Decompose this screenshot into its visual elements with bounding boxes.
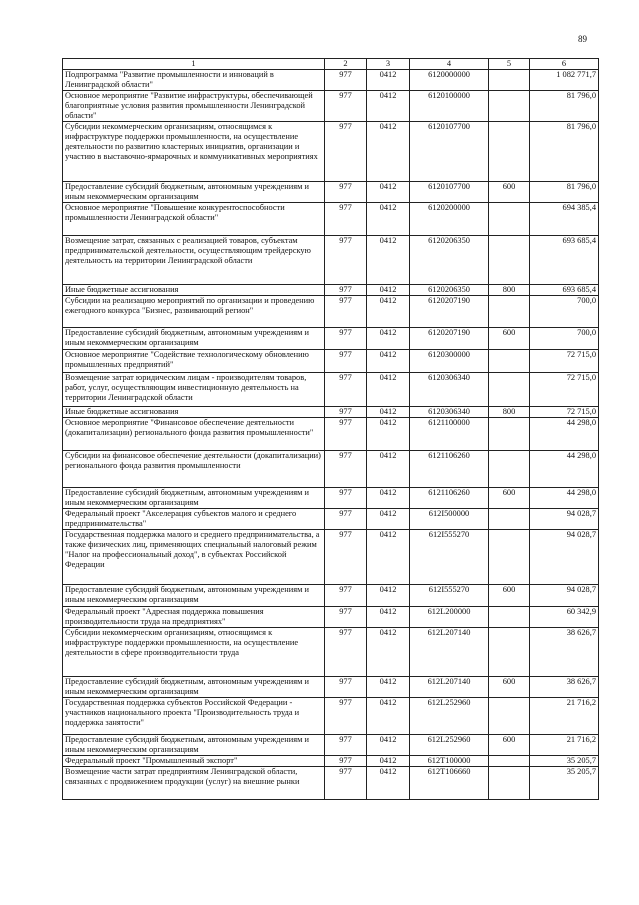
row-name-cell: Возмещение затрат юридическим лицам - производителям товаров, работ, услуг, осуществляющим инвестиционную деятельность на территории Ленинградской области xyxy=(63,373,325,407)
row-section-cell: 0412 xyxy=(367,203,410,236)
row-type-cell xyxy=(489,418,530,451)
row-code-cell: 977 xyxy=(325,756,367,767)
row-code-cell: 977 xyxy=(325,509,367,530)
row-name-cell: Основное мероприятие "Финансовое обеспечение деятельности (докапитализации) регионального фонда развития промышленности" xyxy=(63,418,325,451)
table-body xyxy=(63,70,599,800)
row-target-cell: 6120300000 xyxy=(410,350,489,373)
row-amount-cell: 38 626,7 xyxy=(530,628,599,677)
row-type-cell xyxy=(489,350,530,373)
table-row xyxy=(63,698,599,735)
row-target-cell: 612L252960 xyxy=(410,735,489,756)
row-type-cell: 800 xyxy=(489,285,530,296)
row-name-cell: Подпрограмма "Развитие промышленности и инноваций в Ленинградской области" xyxy=(63,70,325,91)
row-section-cell: 0412 xyxy=(367,236,410,285)
row-type-cell xyxy=(489,373,530,407)
row-amount-cell: 72 715,0 xyxy=(530,373,599,407)
row-section-cell: 0412 xyxy=(367,70,410,91)
row-code-cell: 977 xyxy=(325,122,367,182)
table-row xyxy=(63,373,599,407)
row-amount-cell: 700,0 xyxy=(530,328,599,350)
row-type-cell: 600 xyxy=(489,585,530,607)
row-target-cell: 612T106660 xyxy=(410,767,489,800)
row-section-cell: 0412 xyxy=(367,509,410,530)
row-section-cell: 0412 xyxy=(367,735,410,756)
row-name-cell: Субсидии на реализацию мероприятий по организации и проведению ежегодного конкурса "Бизнес, развивающий регион" xyxy=(63,296,325,328)
table-row xyxy=(63,122,599,182)
row-name-cell: Предоставление субсидий бюджетным, автономным учреждениям и иным некоммерческим организациям xyxy=(63,182,325,203)
row-amount-cell: 693 685,4 xyxy=(530,285,599,296)
row-target-cell: 6121100000 xyxy=(410,418,489,451)
row-target-cell: 612L252960 xyxy=(410,698,489,735)
row-section-cell: 0412 xyxy=(367,698,410,735)
row-code-cell: 977 xyxy=(325,451,367,488)
row-code-cell: 977 xyxy=(325,698,367,735)
table-row xyxy=(63,585,599,607)
row-amount-cell: 700,0 xyxy=(530,296,599,328)
budget-table xyxy=(62,58,599,800)
row-amount-cell: 35 205,7 xyxy=(530,767,599,800)
row-amount-cell: 72 715,0 xyxy=(530,407,599,418)
row-type-cell xyxy=(489,122,530,182)
row-type-cell: 600 xyxy=(489,328,530,350)
row-code-cell: 977 xyxy=(325,418,367,451)
column-header-type: 5 xyxy=(489,59,530,70)
row-type-cell xyxy=(489,530,530,585)
row-code-cell: 977 xyxy=(325,488,367,509)
row-name-cell: Иные бюджетные ассигнования xyxy=(63,285,325,296)
row-name-cell: Субсидии на финансовое обеспечение деятельности (докапитализации) регионального фонда развития промышленности xyxy=(63,451,325,488)
row-name-cell: Возмещение затрат, связанных с реализацией товаров, субъектам предпринимательской деятельности, осуществляющим трейдерскую деятельность на территории Ленинградской области xyxy=(63,236,325,285)
row-name-cell: Федеральный проект "Акселерация субъектов малого и среднего предпринимательства" xyxy=(63,509,325,530)
row-code-cell: 977 xyxy=(325,407,367,418)
row-amount-cell: 72 715,0 xyxy=(530,350,599,373)
row-amount-cell: 81 796,0 xyxy=(530,91,599,122)
row-amount-cell: 60 342,9 xyxy=(530,607,599,628)
row-code-cell: 977 xyxy=(325,373,367,407)
row-amount-cell: 694 385,4 xyxy=(530,203,599,236)
row-section-cell: 0412 xyxy=(367,756,410,767)
row-code-cell: 977 xyxy=(325,296,367,328)
page-number: 89 xyxy=(578,34,587,44)
row-amount-cell: 21 716,2 xyxy=(530,735,599,756)
row-target-cell: 6120206350 xyxy=(410,285,489,296)
row-target-cell: 6121106260 xyxy=(410,488,489,509)
row-amount-cell: 21 716,2 xyxy=(530,698,599,735)
row-type-cell xyxy=(489,70,530,91)
row-name-cell: Возмещение части затрат предприятиям Ленинградской области, связанных с продвижением продукции (услуг) на внешние рынки xyxy=(63,767,325,800)
row-name-cell: Основное мероприятие "Содействие технологическому обновлению промышленных предприятий" xyxy=(63,350,325,373)
row-type-cell xyxy=(489,698,530,735)
row-target-cell: 612L200000 xyxy=(410,607,489,628)
table-row xyxy=(63,488,599,509)
row-type-cell: 600 xyxy=(489,488,530,509)
row-section-cell: 0412 xyxy=(367,767,410,800)
row-code-cell: 977 xyxy=(325,628,367,677)
row-name-cell: Предоставление субсидий бюджетным, автономным учреждениям и иным некоммерческим организациям xyxy=(63,488,325,509)
row-type-cell xyxy=(489,767,530,800)
row-target-cell: 6120000000 xyxy=(410,70,489,91)
column-header-code: 2 xyxy=(325,59,367,70)
row-target-cell: 612I555270 xyxy=(410,585,489,607)
row-section-cell: 0412 xyxy=(367,677,410,698)
row-name-cell: Государственная поддержка субъектов Российской Федерации - участников национального проекта "Производительность труда и поддержка занятости" xyxy=(63,698,325,735)
row-section-cell: 0412 xyxy=(367,350,410,373)
column-header-amount: 6 xyxy=(530,59,599,70)
row-code-cell: 977 xyxy=(325,203,367,236)
table-row xyxy=(63,677,599,698)
row-code-cell: 977 xyxy=(325,285,367,296)
row-target-cell: 612I500000 xyxy=(410,509,489,530)
row-section-cell: 0412 xyxy=(367,373,410,407)
table-row xyxy=(63,328,599,350)
row-target-cell: 612L207140 xyxy=(410,628,489,677)
row-name-cell: Предоставление субсидий бюджетным, автономным учреждениям и иным некоммерческим организациям xyxy=(63,328,325,350)
row-name-cell: Основное мероприятие "Повышение конкурентоспособности промышленности Ленинградской области" xyxy=(63,203,325,236)
row-target-cell: 6120206350 xyxy=(410,236,489,285)
column-header-target: 4 xyxy=(410,59,489,70)
row-code-cell: 977 xyxy=(325,182,367,203)
row-code-cell: 977 xyxy=(325,607,367,628)
row-section-cell: 0412 xyxy=(367,91,410,122)
row-code-cell: 977 xyxy=(325,530,367,585)
table-row xyxy=(63,530,599,585)
table-row xyxy=(63,509,599,530)
row-code-cell: 977 xyxy=(325,328,367,350)
row-section-cell: 0412 xyxy=(367,407,410,418)
row-target-cell: 6120100000 xyxy=(410,91,489,122)
row-name-cell: Субсидии некоммерческим организациям, относящимся к инфраструктуре поддержки промышленности, на осуществление деятельности по развитию кластерных инициатив, организации и участию в выставочно-ярмарочных и коммуникативных мероприятиях xyxy=(63,122,325,182)
row-amount-cell: 81 796,0 xyxy=(530,182,599,203)
row-code-cell: 977 xyxy=(325,767,367,800)
table-row xyxy=(63,236,599,285)
row-amount-cell: 693 685,4 xyxy=(530,236,599,285)
row-type-cell xyxy=(489,91,530,122)
row-section-cell: 0412 xyxy=(367,451,410,488)
row-target-cell: 6120207190 xyxy=(410,296,489,328)
row-type-cell xyxy=(489,607,530,628)
row-name-cell: Предоставление субсидий бюджетным, автономным учреждениям и иным некоммерческим организациям xyxy=(63,735,325,756)
row-type-cell xyxy=(489,451,530,488)
row-section-cell: 0412 xyxy=(367,328,410,350)
table-row xyxy=(63,418,599,451)
row-section-cell: 0412 xyxy=(367,182,410,203)
table-row xyxy=(63,607,599,628)
table-row xyxy=(63,203,599,236)
row-name-cell: Федеральный проект "Адресная поддержка повышения производительности труда на предприятиях" xyxy=(63,607,325,628)
table-row xyxy=(63,628,599,677)
row-amount-cell: 94 028,7 xyxy=(530,530,599,585)
row-type-cell: 800 xyxy=(489,407,530,418)
row-amount-cell: 35 205,7 xyxy=(530,756,599,767)
row-target-cell: 6120107700 xyxy=(410,122,489,182)
row-target-cell: 6121106260 xyxy=(410,451,489,488)
table-row xyxy=(63,767,599,800)
row-section-cell: 0412 xyxy=(367,122,410,182)
row-section-cell: 0412 xyxy=(367,607,410,628)
row-amount-cell: 38 626,7 xyxy=(530,677,599,698)
row-amount-cell: 94 028,7 xyxy=(530,509,599,530)
row-type-cell xyxy=(489,509,530,530)
row-name-cell: Субсидии некоммерческим организациям, относящимся к инфраструктуре поддержки промышленности, на осуществление деятельности в сфере производительности труда xyxy=(63,628,325,677)
row-amount-cell: 44 298,0 xyxy=(530,418,599,451)
table-row xyxy=(63,451,599,488)
row-name-cell: Предоставление субсидий бюджетным, автономным учреждениям и иным некоммерческим организациям xyxy=(63,585,325,607)
row-amount-cell: 1 082 771,7 xyxy=(530,70,599,91)
row-code-cell: 977 xyxy=(325,735,367,756)
row-section-cell: 0412 xyxy=(367,628,410,677)
table-row xyxy=(63,756,599,767)
table-row xyxy=(63,182,599,203)
row-type-cell: 600 xyxy=(489,735,530,756)
row-section-cell: 0412 xyxy=(367,585,410,607)
row-section-cell: 0412 xyxy=(367,488,410,509)
row-section-cell: 0412 xyxy=(367,418,410,451)
column-header-section: 3 xyxy=(367,59,410,70)
row-code-cell: 977 xyxy=(325,677,367,698)
row-name-cell: Государственная поддержка малого и среднего предпринимательства, а также физических лиц, применяющих специальный налоговый режим "Налог на профессиональный доход", в субъектах Российской Федерации xyxy=(63,530,325,585)
table-row xyxy=(63,735,599,756)
row-amount-cell: 44 298,0 xyxy=(530,451,599,488)
row-name-cell: Федеральный проект "Промышленный экспорт" xyxy=(63,756,325,767)
table-row xyxy=(63,285,599,296)
row-name-cell: Предоставление субсидий бюджетным, автономным учреждениям и иным некоммерческим организациям xyxy=(63,677,325,698)
table-row xyxy=(63,407,599,418)
row-target-cell: 612L207140 xyxy=(410,677,489,698)
row-type-cell: 600 xyxy=(489,182,530,203)
row-code-cell: 977 xyxy=(325,70,367,91)
row-amount-cell: 81 796,0 xyxy=(530,122,599,182)
row-section-cell: 0412 xyxy=(367,530,410,585)
row-target-cell: 612T100000 xyxy=(410,756,489,767)
row-code-cell: 977 xyxy=(325,91,367,122)
row-code-cell: 977 xyxy=(325,585,367,607)
table-header-row xyxy=(63,59,599,70)
table-row xyxy=(63,70,599,91)
row-amount-cell: 44 298,0 xyxy=(530,488,599,509)
table-row xyxy=(63,350,599,373)
column-header-name: 1 xyxy=(63,59,325,70)
row-type-cell xyxy=(489,756,530,767)
row-type-cell: 600 xyxy=(489,677,530,698)
row-name-cell: Иные бюджетные ассигнования xyxy=(63,407,325,418)
table-row xyxy=(63,296,599,328)
row-target-cell: 6120306340 xyxy=(410,373,489,407)
row-target-cell: 6120306340 xyxy=(410,407,489,418)
row-type-cell xyxy=(489,236,530,285)
row-section-cell: 0412 xyxy=(367,285,410,296)
row-code-cell: 977 xyxy=(325,350,367,373)
row-target-cell: 6120200000 xyxy=(410,203,489,236)
row-target-cell: 612I555270 xyxy=(410,530,489,585)
row-type-cell xyxy=(489,203,530,236)
row-name-cell: Основное мероприятие "Развитие инфраструктуры, обеспечивающей благоприятные условия развития промышленности Ленинградской области" xyxy=(63,91,325,122)
row-type-cell xyxy=(489,296,530,328)
row-type-cell xyxy=(489,628,530,677)
row-amount-cell: 94 028,7 xyxy=(530,585,599,607)
row-target-cell: 6120207190 xyxy=(410,328,489,350)
table-row xyxy=(63,91,599,122)
row-section-cell: 0412 xyxy=(367,296,410,328)
row-target-cell: 6120107700 xyxy=(410,182,489,203)
row-code-cell: 977 xyxy=(325,236,367,285)
